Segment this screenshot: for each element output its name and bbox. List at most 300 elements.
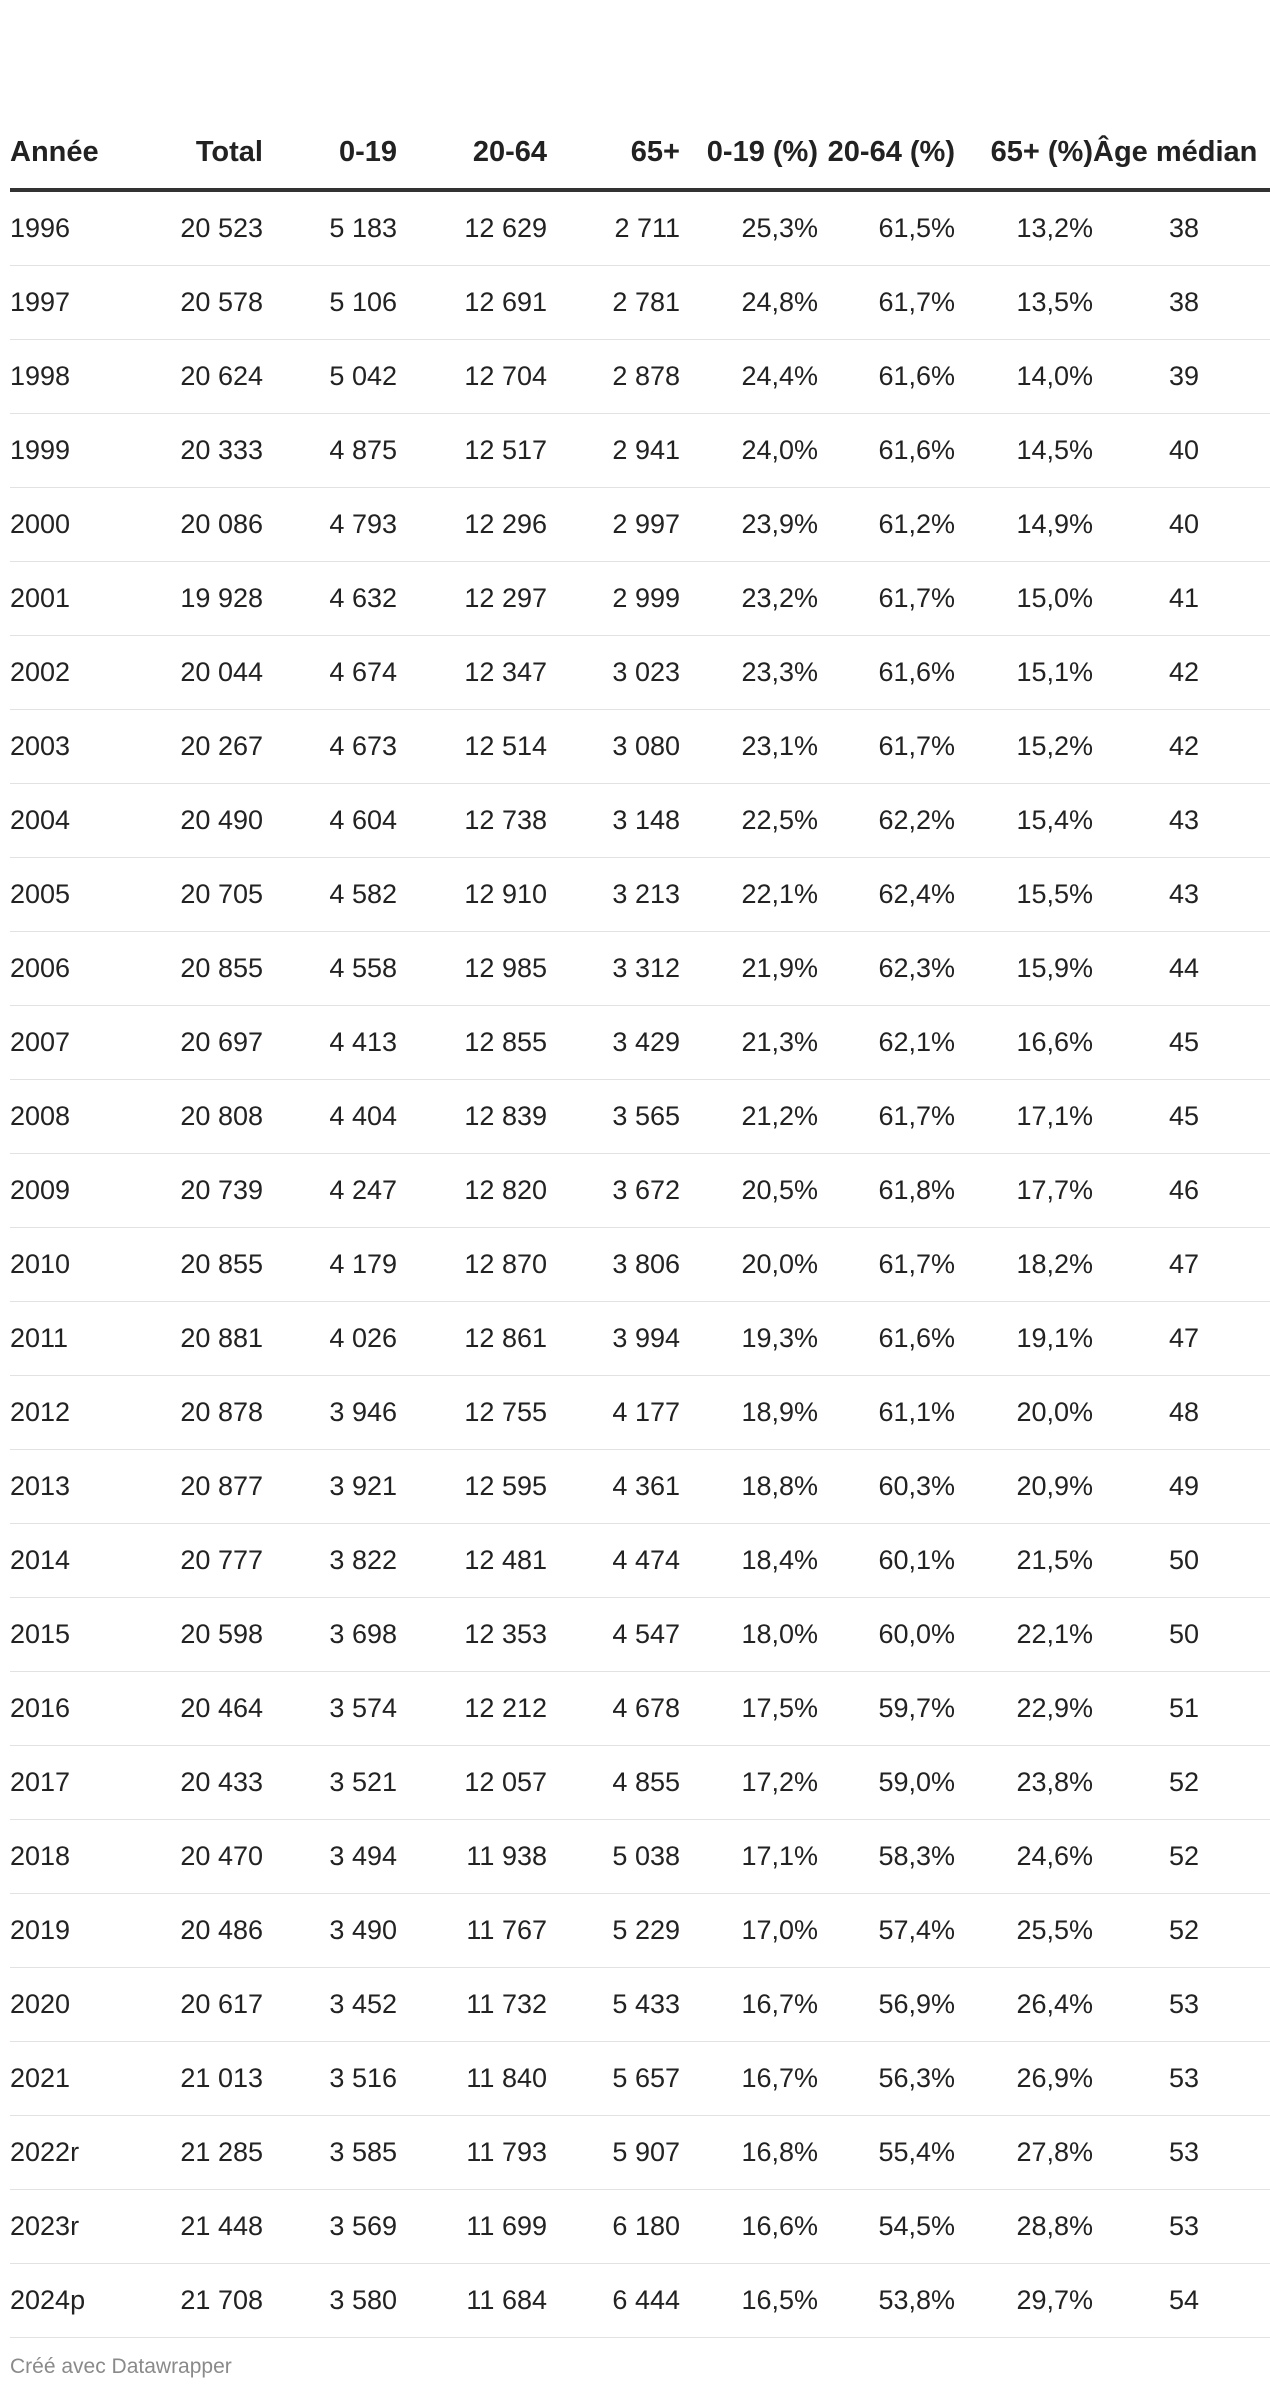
table-cell: 5 038 [547,1820,680,1894]
table-cell: 13,2% [955,190,1093,266]
table-cell: 4 632 [263,562,397,636]
table-cell: 5 907 [547,2116,680,2190]
table-cell: 5 183 [263,190,397,266]
table-cell: 21,3% [680,1006,818,1080]
table-cell: 28,8% [955,2190,1093,2264]
column-header: 20-64 [397,0,547,190]
table-cell: 15,5% [955,858,1093,932]
table-cell: 17,2% [680,1746,818,1820]
table-cell: 2003 [10,710,130,784]
table-cell: 2017 [10,1746,130,1820]
table-row [10,858,1270,932]
table-row [10,1376,1270,1450]
table-cell: 3 921 [263,1450,397,1524]
table-cell: 20 433 [130,1746,263,1820]
footer-credit: Créé avec Datawrapper [10,2355,232,2378]
table-cell: 61,7% [818,710,955,784]
table-header [10,0,1270,190]
table-cell: 14,5% [955,414,1093,488]
table-row [10,1006,1270,1080]
table-cell: 14,9% [955,488,1093,562]
table-cell: 18,8% [680,1450,818,1524]
table-cell: 23,3% [680,636,818,710]
table-cell: 4 547 [547,1598,680,1672]
header-row [10,0,1270,190]
table-cell: 5 106 [263,266,397,340]
table-cell: 11 793 [397,2116,547,2190]
table-cell: 56,3% [818,2042,955,2116]
table-row [10,2264,1270,2338]
table-container [10,0,1258,2340]
table-cell: 12 839 [397,1080,547,1154]
table-cell: 56,9% [818,1968,955,2042]
table-cell: 18,2% [955,1228,1093,1302]
table-cell: 19,1% [955,1302,1093,1376]
table-cell: 24,0% [680,414,818,488]
table-cell: 11 840 [397,2042,547,2116]
table-cell: 3 080 [547,710,680,784]
table-cell: 6 180 [547,2190,680,2264]
table-cell: 15,0% [955,562,1093,636]
table-cell: 20 855 [130,1228,263,1302]
table-cell: 1997 [10,266,130,340]
table-cell: 52 [1093,1820,1270,1894]
table-cell: 55,4% [818,2116,955,2190]
table-cell: 4 179 [263,1228,397,1302]
table-cell: 12 629 [397,190,547,266]
table-row [10,1450,1270,1524]
table-cell: 3 569 [263,2190,397,2264]
table-cell: 12 704 [397,340,547,414]
table-row [10,1820,1270,1894]
table-cell: 21,2% [680,1080,818,1154]
table-row [10,1894,1270,1968]
table-row [10,266,1270,340]
table-cell: 2 781 [547,266,680,340]
table-cell: 62,1% [818,1006,955,1080]
table-cell: 2 711 [547,190,680,266]
table-cell: 38 [1093,190,1270,266]
column-header: 0-19 [263,0,397,190]
table-cell: 2020 [10,1968,130,2042]
table-cell: 20 855 [130,932,263,1006]
table-cell: 43 [1093,858,1270,932]
table-cell: 61,6% [818,414,955,488]
table-cell: 46 [1093,1154,1270,1228]
table-cell: 21 448 [130,2190,263,2264]
table-cell: 20,0% [680,1228,818,1302]
table-cell: 23,8% [955,1746,1093,1820]
table-cell: 61,6% [818,1302,955,1376]
table-cell: 4 673 [263,710,397,784]
table-cell: 43 [1093,784,1270,858]
table-cell: 17,0% [680,1894,818,1968]
table-row [10,1228,1270,1302]
table-cell: 26,4% [955,1968,1093,2042]
table-cell: 20 624 [130,340,263,414]
table-cell: 12 870 [397,1228,547,1302]
table-cell: 12 297 [397,562,547,636]
table-cell: 2 878 [547,340,680,414]
table-cell: 2022r [10,2116,130,2190]
table-cell: 3 585 [263,2116,397,2190]
table-cell: 20 877 [130,1450,263,1524]
table-cell: 16,7% [680,1968,818,2042]
table-cell: 59,7% [818,1672,955,1746]
table-cell: 42 [1093,710,1270,784]
table-row [10,784,1270,858]
table-cell: 3 580 [263,2264,397,2338]
table-row [10,190,1270,266]
table-cell: 20 777 [130,1524,263,1598]
table-cell: 11 699 [397,2190,547,2264]
column-header: 0-19 (%) [680,0,818,190]
table-cell: 3 490 [263,1894,397,1968]
table-row [10,710,1270,784]
table-cell: 2002 [10,636,130,710]
table-cell: 53 [1093,2116,1270,2190]
table-cell: 3 565 [547,1080,680,1154]
table-cell: 3 672 [547,1154,680,1228]
table-cell: 53 [1093,2190,1270,2264]
table-cell: 14,0% [955,340,1093,414]
table-cell: 21,9% [680,932,818,1006]
table-cell: 12 861 [397,1302,547,1376]
table-cell: 3 452 [263,1968,397,2042]
table-cell: 11 684 [397,2264,547,2338]
table-cell: 4 247 [263,1154,397,1228]
table-cell: 20 578 [130,266,263,340]
table-cell: 5 229 [547,1894,680,1968]
table-cell: 17,5% [680,1672,818,1746]
table-cell: 60,3% [818,1450,955,1524]
table-cell: 3 806 [547,1228,680,1302]
table-cell: 2009 [10,1154,130,1228]
table-cell: 3 521 [263,1746,397,1820]
table-cell: 20 808 [130,1080,263,1154]
table-cell: 4 604 [263,784,397,858]
table-cell: 5 657 [547,2042,680,2116]
table-cell: 20,0% [955,1376,1093,1450]
table-row [10,1524,1270,1598]
table-cell: 50 [1093,1524,1270,1598]
table-cell: 47 [1093,1302,1270,1376]
table-cell: 24,4% [680,340,818,414]
table-cell: 6 444 [547,2264,680,2338]
table-cell: 1998 [10,340,130,414]
table-cell: 48 [1093,1376,1270,1450]
table-cell: 60,1% [818,1524,955,1598]
table-cell: 12 514 [397,710,547,784]
table-cell: 61,2% [818,488,955,562]
table-cell: 61,6% [818,340,955,414]
table-row [10,2190,1270,2264]
table-cell: 20 598 [130,1598,263,1672]
table-cell: 52 [1093,1746,1270,1820]
table-cell: 21 013 [130,2042,263,2116]
table-cell: 4 558 [263,932,397,1006]
table-row [10,1154,1270,1228]
table-row [10,562,1270,636]
table-cell: 42 [1093,636,1270,710]
table-cell: 61,8% [818,1154,955,1228]
table-cell: 61,1% [818,1376,955,1450]
table-row [10,1746,1270,1820]
table-cell: 2010 [10,1228,130,1302]
table-cell: 4 793 [263,488,397,562]
table-cell: 54,5% [818,2190,955,2264]
table-cell: 1999 [10,414,130,488]
table-cell: 12 738 [397,784,547,858]
table-cell: 3 946 [263,1376,397,1450]
table-cell: 3 312 [547,932,680,1006]
table-cell: 25,3% [680,190,818,266]
table-cell: 2023r [10,2190,130,2264]
table-cell: 23,1% [680,710,818,784]
table-cell: 22,1% [955,1598,1093,1672]
table-cell: 3 023 [547,636,680,710]
table-row [10,488,1270,562]
table-cell: 2007 [10,1006,130,1080]
table-cell: 27,8% [955,2116,1093,2190]
table-cell: 59,0% [818,1746,955,1820]
table-cell: 2 997 [547,488,680,562]
table-cell: 62,4% [818,858,955,932]
table-cell: 11 732 [397,1968,547,2042]
table-cell: 45 [1093,1080,1270,1154]
table-cell: 61,7% [818,1228,955,1302]
table-cell: 2018 [10,1820,130,1894]
table-cell: 12 855 [397,1006,547,1080]
column-header: 65+ [547,0,680,190]
table-row [10,1302,1270,1376]
table-cell: 15,4% [955,784,1093,858]
table-cell: 2019 [10,1894,130,1968]
table-cell: 23,9% [680,488,818,562]
table-cell: 53,8% [818,2264,955,2338]
table-cell: 20,9% [955,1450,1093,1524]
table-cell: 20 267 [130,710,263,784]
table-cell: 40 [1093,488,1270,562]
table-cell: 58,3% [818,1820,955,1894]
column-header: Âge médian [1093,0,1270,190]
table-cell: 49 [1093,1450,1270,1524]
table-cell: 16,5% [680,2264,818,2338]
table-cell: 3 698 [263,1598,397,1672]
table-cell: 53 [1093,1968,1270,2042]
table-cell: 12 347 [397,636,547,710]
table-cell: 20 881 [130,1302,263,1376]
table-cell: 4 026 [263,1302,397,1376]
table-cell: 24,6% [955,1820,1093,1894]
table-cell: 53 [1093,2042,1270,2116]
table-cell: 12 517 [397,414,547,488]
table-cell: 12 691 [397,266,547,340]
table-cell: 3 213 [547,858,680,932]
table-cell: 17,7% [955,1154,1093,1228]
table-cell: 4 582 [263,858,397,932]
table-cell: 20 333 [130,414,263,488]
table-cell: 3 994 [547,1302,680,1376]
table-cell: 16,6% [680,2190,818,2264]
data-table [10,0,1270,2338]
table-cell: 2006 [10,932,130,1006]
table-cell: 19 928 [130,562,263,636]
table-cell: 20 486 [130,1894,263,1968]
table-cell: 44 [1093,932,1270,1006]
table-cell: 20 697 [130,1006,263,1080]
table-cell: 4 474 [547,1524,680,1598]
table-cell: 60,0% [818,1598,955,1672]
table-cell: 22,5% [680,784,818,858]
table-cell: 21 708 [130,2264,263,2338]
table-cell: 61,7% [818,266,955,340]
table-cell: 4 875 [263,414,397,488]
table-cell: 15,1% [955,636,1093,710]
table-cell: 2004 [10,784,130,858]
table-cell: 4 177 [547,1376,680,1450]
table-cell: 12 820 [397,1154,547,1228]
table-cell: 2011 [10,1302,130,1376]
table-cell: 50 [1093,1598,1270,1672]
table-cell: 2014 [10,1524,130,1598]
table-cell: 29,7% [955,2264,1093,2338]
table-cell: 54 [1093,2264,1270,2338]
table-cell: 21,5% [955,1524,1093,1598]
table-cell: 2016 [10,1672,130,1746]
table-row [10,1080,1270,1154]
table-cell: 4 678 [547,1672,680,1746]
table-cell: 13,5% [955,266,1093,340]
table-cell: 21 285 [130,2116,263,2190]
table-cell: 20,5% [680,1154,818,1228]
table-cell: 57,4% [818,1894,955,1968]
table-cell: 4 361 [547,1450,680,1524]
table-row [10,1968,1270,2042]
table-cell: 20 490 [130,784,263,858]
table-cell: 3 822 [263,1524,397,1598]
column-header: 20-64 (%) [818,0,955,190]
table-cell: 25,5% [955,1894,1093,1968]
table-cell: 20 523 [130,190,263,266]
table-cell: 20 878 [130,1376,263,1450]
table-row [10,414,1270,488]
table-cell: 12 057 [397,1746,547,1820]
table-cell: 61,7% [818,1080,955,1154]
table-cell: 12 985 [397,932,547,1006]
table-cell: 16,7% [680,2042,818,2116]
table-cell: 23,2% [680,562,818,636]
table-cell: 18,4% [680,1524,818,1598]
table-cell: 17,1% [955,1080,1093,1154]
table-cell: 22,1% [680,858,818,932]
table-cell: 20 464 [130,1672,263,1746]
table-cell: 2024p [10,2264,130,2338]
table-cell: 12 353 [397,1598,547,1672]
table-row [10,932,1270,1006]
table-cell: 15,9% [955,932,1093,1006]
table-cell: 3 494 [263,1820,397,1894]
table-cell: 22,9% [955,1672,1093,1746]
column-header: Total [130,0,263,190]
table-cell: 4 674 [263,636,397,710]
table-cell: 61,7% [818,562,955,636]
column-header: 65+ (%) [955,0,1093,190]
table-cell: 62,3% [818,932,955,1006]
table-body [10,190,1270,2338]
table-cell: 5 042 [263,340,397,414]
table-cell: 51 [1093,1672,1270,1746]
table-cell: 4 413 [263,1006,397,1080]
table-cell: 12 755 [397,1376,547,1450]
table-cell: 12 595 [397,1450,547,1524]
table-cell: 2001 [10,562,130,636]
table-cell: 2 941 [547,414,680,488]
table-cell: 17,1% [680,1820,818,1894]
table-cell: 62,2% [818,784,955,858]
table-cell: 3 516 [263,2042,397,2116]
table-cell: 20 086 [130,488,263,562]
table-cell: 41 [1093,562,1270,636]
table-cell: 20 617 [130,1968,263,2042]
table-cell: 3 574 [263,1672,397,1746]
table-cell: 3 148 [547,784,680,858]
table-cell: 39 [1093,340,1270,414]
table-cell: 2021 [10,2042,130,2116]
table-cell: 5 433 [547,1968,680,2042]
table-row [10,2042,1270,2116]
table-cell: 2013 [10,1450,130,1524]
table-cell: 38 [1093,266,1270,340]
table-cell: 61,6% [818,636,955,710]
table-cell: 1996 [10,190,130,266]
table-cell: 4 855 [547,1746,680,1820]
table-cell: 2012 [10,1376,130,1450]
table-cell: 4 404 [263,1080,397,1154]
table-cell: 52 [1093,1894,1270,1968]
table-cell: 45 [1093,1006,1270,1080]
table-cell: 3 429 [547,1006,680,1080]
table-row [10,636,1270,710]
table-row [10,1598,1270,1672]
table-cell: 11 767 [397,1894,547,1968]
table-cell: 61,5% [818,190,955,266]
table-cell: 26,9% [955,2042,1093,2116]
table-cell: 2 999 [547,562,680,636]
table-row [10,340,1270,414]
column-header: Année [10,0,130,190]
table-cell: 20 739 [130,1154,263,1228]
table-cell: 20 470 [130,1820,263,1894]
table-row [10,2116,1270,2190]
table-cell: 18,0% [680,1598,818,1672]
table-cell: 2015 [10,1598,130,1672]
table-cell: 12 910 [397,858,547,932]
table-cell: 15,2% [955,710,1093,784]
table-cell: 20 705 [130,858,263,932]
table-cell: 20 044 [130,636,263,710]
table-cell: 19,3% [680,1302,818,1376]
table-cell: 18,9% [680,1376,818,1450]
table-cell: 24,8% [680,266,818,340]
table-cell: 2005 [10,858,130,932]
table-cell: 11 938 [397,1820,547,1894]
table-cell: 16,6% [955,1006,1093,1080]
table-cell: 40 [1093,414,1270,488]
table-cell: 12 296 [397,488,547,562]
table-cell: 2008 [10,1080,130,1154]
table-cell: 12 212 [397,1672,547,1746]
